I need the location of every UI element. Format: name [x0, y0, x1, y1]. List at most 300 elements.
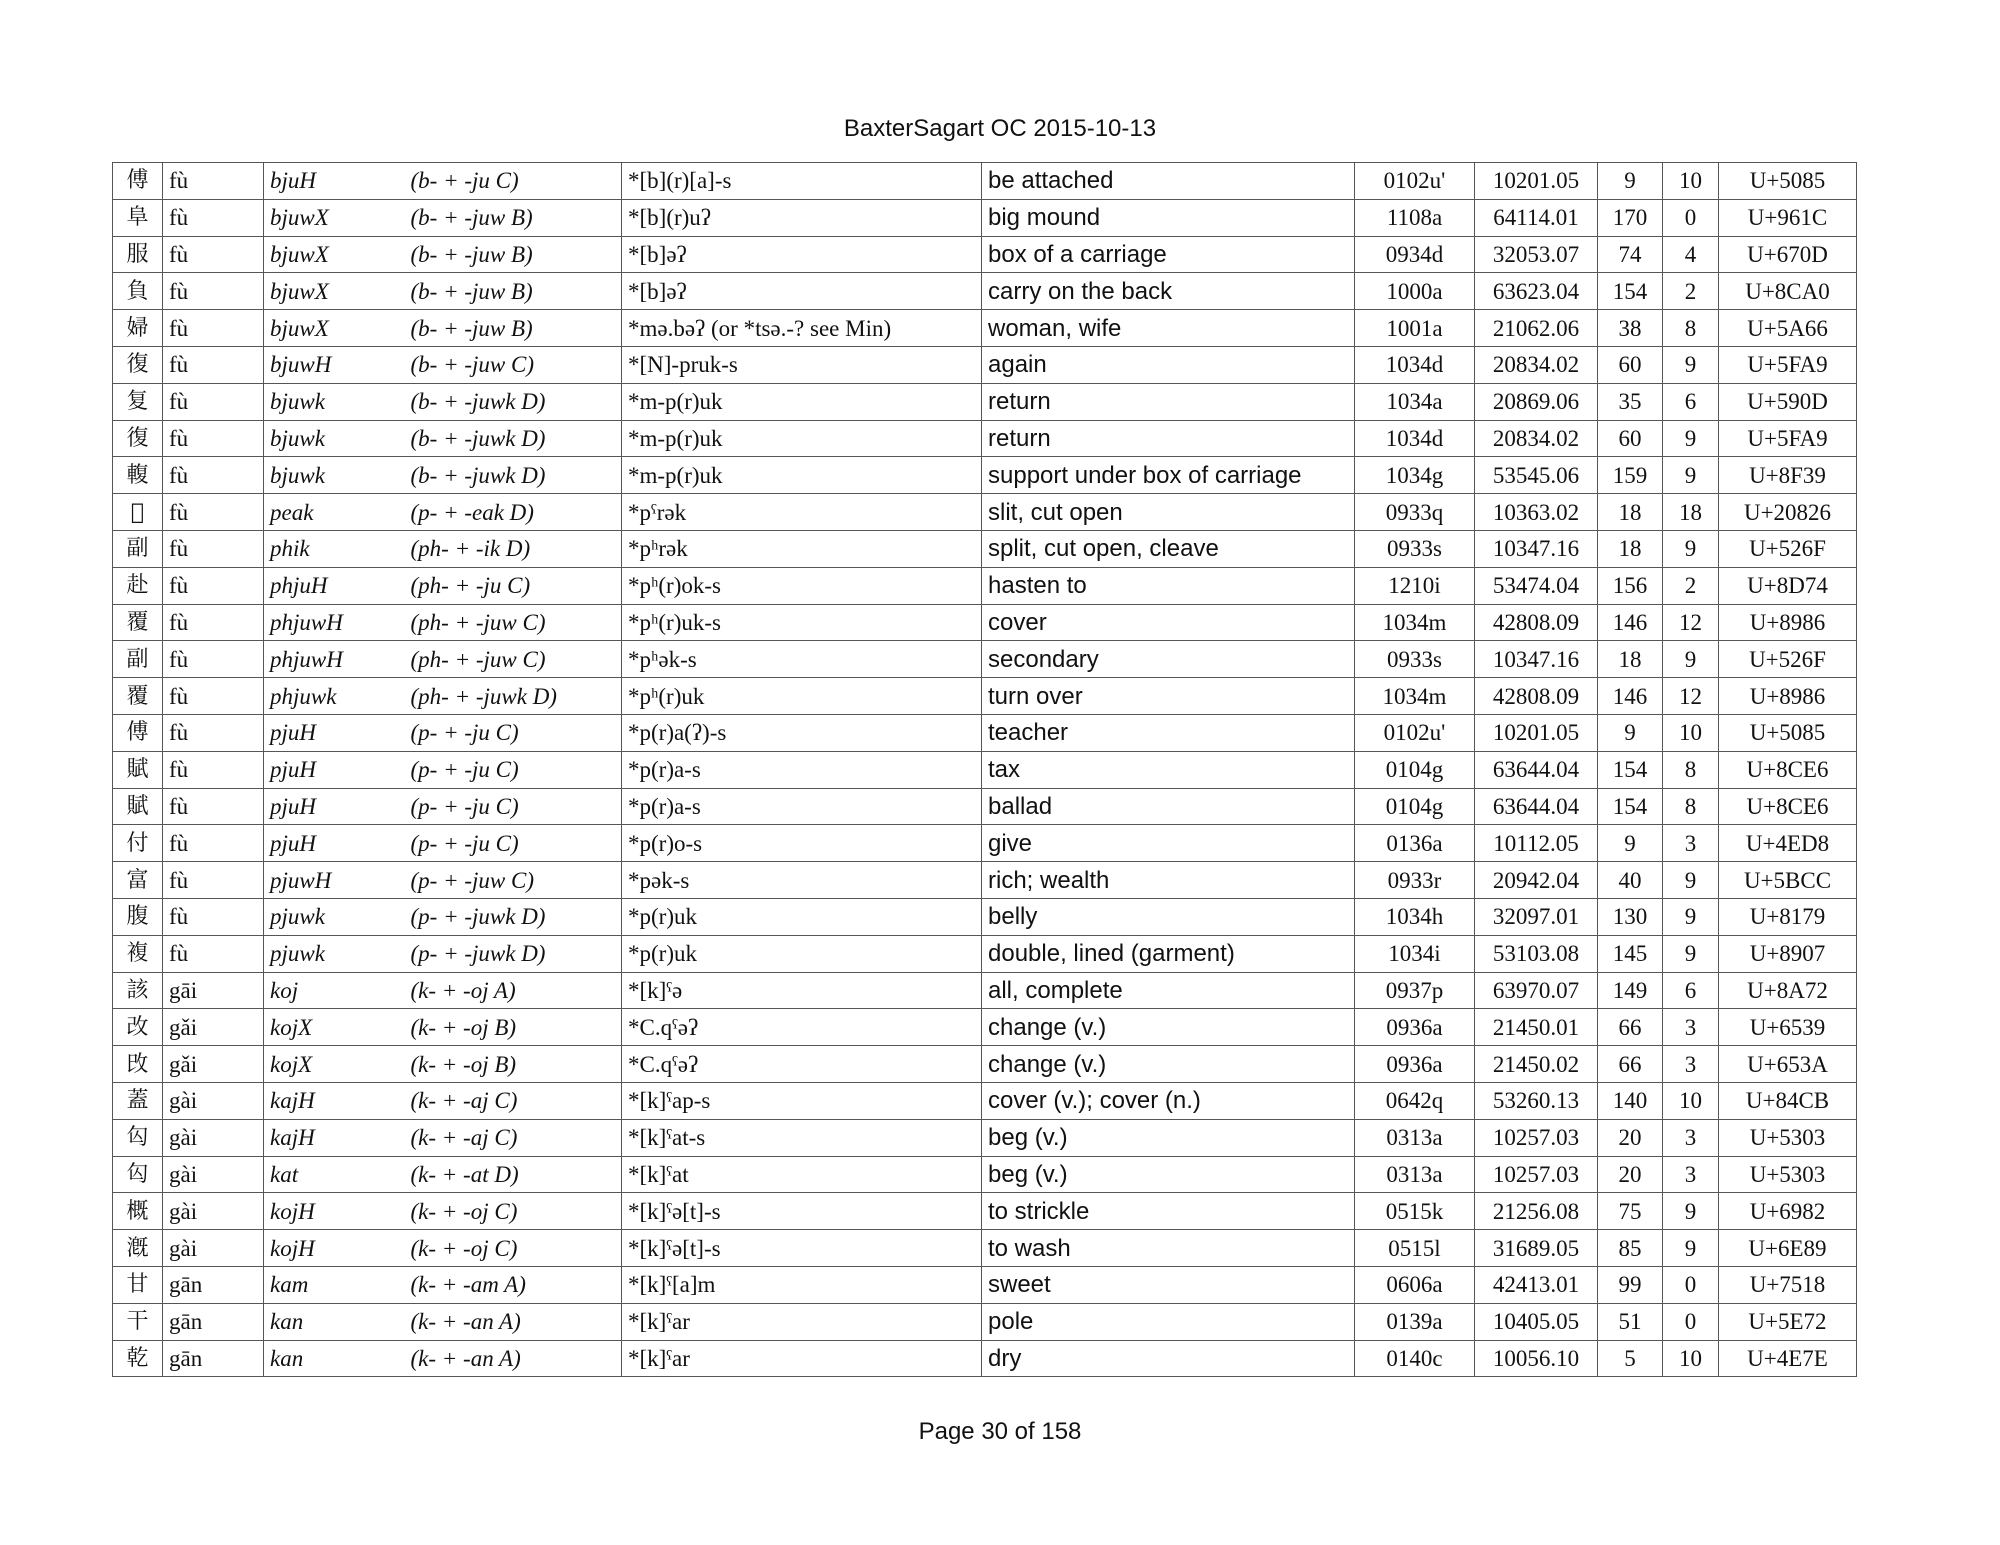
middle-chinese-cell: kajH: [264, 1082, 405, 1119]
middle-chinese-cell: bjuwX: [264, 273, 405, 310]
pinyin-cell: gǎi: [163, 1009, 264, 1046]
hydzd-cell: 42808.09: [1475, 678, 1598, 715]
table-row: [113, 1340, 1857, 1377]
initial-final-cell: (ph- + -ju C): [405, 567, 622, 604]
gloss-cell: teacher: [982, 714, 1355, 751]
gsr-cell: 1001a: [1355, 310, 1475, 347]
pinyin-cell: gān: [163, 1266, 264, 1303]
character-cell: 覆: [113, 604, 163, 641]
middle-chinese-cell: phjuwH: [264, 604, 405, 641]
old-chinese-cell: *[k]ˤap-s: [622, 1082, 982, 1119]
middle-chinese-cell: bjuwX: [264, 236, 405, 273]
radical-cell: 74: [1598, 236, 1663, 273]
table-row: [113, 273, 1857, 310]
hydzd-cell: 53260.13: [1475, 1082, 1598, 1119]
character-cell: 匃: [113, 1119, 163, 1156]
character-cell: 漑: [113, 1230, 163, 1267]
unicode-cell: U+8179: [1719, 898, 1857, 935]
middle-chinese-cell: peak: [264, 494, 405, 531]
hydzd-cell: 42808.09: [1475, 604, 1598, 641]
character-cell: 赴: [113, 567, 163, 604]
middle-chinese-cell: phik: [264, 530, 405, 567]
radical-cell: 99: [1598, 1266, 1663, 1303]
unicode-cell: U+8907: [1719, 935, 1857, 972]
table-row: [113, 420, 1857, 457]
strokes-cell: 3: [1663, 825, 1719, 862]
strokes-cell: 9: [1663, 1193, 1719, 1230]
hydzd-cell: 63970.07: [1475, 972, 1598, 1009]
pinyin-cell: fù: [163, 898, 264, 935]
strokes-cell: 9: [1663, 641, 1719, 678]
unicode-cell: U+8986: [1719, 678, 1857, 715]
pinyin-cell: gān: [163, 1303, 264, 1340]
radical-cell: 60: [1598, 420, 1663, 457]
hydzd-cell: 20834.02: [1475, 420, 1598, 457]
hydzd-cell: 32053.07: [1475, 236, 1598, 273]
initial-final-cell: (k- + -am A): [405, 1266, 622, 1303]
table-row: [113, 862, 1857, 899]
strokes-cell: 12: [1663, 678, 1719, 715]
unicode-cell: U+20826: [1719, 494, 1857, 531]
character-cell: 婦: [113, 310, 163, 347]
initial-final-cell: (b- + -juw C): [405, 346, 622, 383]
middle-chinese-cell: bjuwk: [264, 383, 405, 420]
old-chinese-cell: *p(r)uk: [622, 898, 982, 935]
table-row: [113, 641, 1857, 678]
strokes-cell: 8: [1663, 788, 1719, 825]
initial-final-cell: (ph- + -juwk D): [405, 678, 622, 715]
pinyin-cell: gài: [163, 1230, 264, 1267]
middle-chinese-cell: kam: [264, 1266, 405, 1303]
strokes-cell: 3: [1663, 1046, 1719, 1083]
hydzd-cell: 10347.16: [1475, 530, 1598, 567]
pinyin-cell: gān: [163, 1340, 264, 1377]
gsr-cell: 1034m: [1355, 678, 1475, 715]
character-cell: 復: [113, 346, 163, 383]
character-cell: 副: [113, 530, 163, 567]
strokes-cell: 8: [1663, 751, 1719, 788]
radical-cell: 5: [1598, 1340, 1663, 1377]
radical-cell: 9: [1598, 714, 1663, 751]
middle-chinese-cell: phjuH: [264, 567, 405, 604]
radical-cell: 51: [1598, 1303, 1663, 1340]
gloss-cell: all, complete: [982, 972, 1355, 1009]
table-row: [113, 714, 1857, 751]
character-cell: 該: [113, 972, 163, 1009]
table-row: [113, 1303, 1857, 1340]
character-cell: 付: [113, 825, 163, 862]
character-cell: 蓋: [113, 1082, 163, 1119]
radical-cell: 154: [1598, 788, 1663, 825]
table-row: [113, 1230, 1857, 1267]
hydzd-cell: 53545.06: [1475, 457, 1598, 494]
gloss-cell: hasten to: [982, 567, 1355, 604]
gloss-cell: box of a carriage: [982, 236, 1355, 273]
old-chinese-cell: *[k]ˤar: [622, 1303, 982, 1340]
table-row: [113, 567, 1857, 604]
table-row: [113, 972, 1857, 1009]
initial-final-cell: (b- + -juwk D): [405, 457, 622, 494]
old-chinese-cell: *pək-s: [622, 862, 982, 899]
radical-cell: 38: [1598, 310, 1663, 347]
gsr-cell: 1034g: [1355, 457, 1475, 494]
old-chinese-cell: *[b]əʔ: [622, 273, 982, 310]
unicode-cell: U+526F: [1719, 641, 1857, 678]
initial-final-cell: (p- + -ju C): [405, 825, 622, 862]
strokes-cell: 0: [1663, 1303, 1719, 1340]
pinyin-cell: fù: [163, 751, 264, 788]
gsr-cell: 1034h: [1355, 898, 1475, 935]
character-cell: 傅: [113, 714, 163, 751]
character-cell: 乾: [113, 1340, 163, 1377]
hydzd-cell: 10257.03: [1475, 1156, 1598, 1193]
old-chinese-cell: *pʰ(r)ok-s: [622, 567, 982, 604]
gloss-cell: dry: [982, 1340, 1355, 1377]
pinyin-cell: fù: [163, 788, 264, 825]
unicode-cell: U+590D: [1719, 383, 1857, 420]
gloss-cell: again: [982, 346, 1355, 383]
table-row: [113, 751, 1857, 788]
gsr-cell: 0936a: [1355, 1046, 1475, 1083]
gsr-cell: 0104g: [1355, 788, 1475, 825]
strokes-cell: 2: [1663, 567, 1719, 604]
table-row: [113, 1266, 1857, 1303]
table-row: [113, 457, 1857, 494]
radical-cell: 154: [1598, 273, 1663, 310]
hydzd-cell: 31689.05: [1475, 1230, 1598, 1267]
radical-cell: 35: [1598, 383, 1663, 420]
radical-cell: 66: [1598, 1046, 1663, 1083]
gsr-cell: 0606a: [1355, 1266, 1475, 1303]
initial-final-cell: (p- + -ju C): [405, 714, 622, 751]
radical-cell: 149: [1598, 972, 1663, 1009]
pinyin-cell: fù: [163, 530, 264, 567]
table-row: [113, 199, 1857, 236]
middle-chinese-cell: pjuH: [264, 714, 405, 751]
hydzd-cell: 21450.01: [1475, 1009, 1598, 1046]
radical-cell: 9: [1598, 163, 1663, 200]
hydzd-cell: 63644.04: [1475, 788, 1598, 825]
radical-cell: 146: [1598, 678, 1663, 715]
unicode-cell: U+8F39: [1719, 457, 1857, 494]
character-cell: 傅: [113, 163, 163, 200]
initial-final-cell: (k- + -aj C): [405, 1119, 622, 1156]
unicode-cell: U+526F: [1719, 530, 1857, 567]
gsr-cell: 0313a: [1355, 1119, 1475, 1156]
table-row: [113, 383, 1857, 420]
table-row: [113, 1046, 1857, 1083]
initial-final-cell: (p- + -eak D): [405, 494, 622, 531]
character-cell: 𠠦: [113, 494, 163, 531]
initial-final-cell: (k- + -oj B): [405, 1009, 622, 1046]
character-cell: 覆: [113, 678, 163, 715]
table-row: [113, 604, 1857, 641]
table-row: [113, 1156, 1857, 1193]
gsr-cell: 0936a: [1355, 1009, 1475, 1046]
hydzd-cell: 20834.02: [1475, 346, 1598, 383]
pinyin-cell: gǎi: [163, 1046, 264, 1083]
gloss-cell: turn over: [982, 678, 1355, 715]
strokes-cell: 9: [1663, 457, 1719, 494]
initial-final-cell: (p- + -ju C): [405, 751, 622, 788]
middle-chinese-cell: bjuH: [264, 163, 405, 200]
page-footer: Page 30 of 158: [918, 1418, 1082, 1445]
hydzd-cell: 64114.01: [1475, 199, 1598, 236]
initial-final-cell: (ph- + -ik D): [405, 530, 622, 567]
middle-chinese-cell: kat: [264, 1156, 405, 1193]
radical-cell: 75: [1598, 1193, 1663, 1230]
unicode-cell: U+670D: [1719, 236, 1857, 273]
middle-chinese-cell: phjuwH: [264, 641, 405, 678]
strokes-cell: 6: [1663, 972, 1719, 1009]
initial-final-cell: (p- + -juwk D): [405, 898, 622, 935]
initial-final-cell: (k- + -oj A): [405, 972, 622, 1009]
initial-final-cell: (b- + -juw B): [405, 199, 622, 236]
initial-final-cell: (k- + -oj C): [405, 1230, 622, 1267]
radical-cell: 130: [1598, 898, 1663, 935]
initial-final-cell: (k- + -oj B): [405, 1046, 622, 1083]
old-chinese-cell: *pʰrək: [622, 530, 982, 567]
gloss-cell: big mound: [982, 199, 1355, 236]
character-cell: 匃: [113, 1156, 163, 1193]
character-cell: 干: [113, 1303, 163, 1340]
pinyin-cell: fù: [163, 457, 264, 494]
middle-chinese-cell: pjuwk: [264, 935, 405, 972]
hydzd-cell: 21256.08: [1475, 1193, 1598, 1230]
radical-cell: 40: [1598, 862, 1663, 899]
middle-chinese-cell: phjuwk: [264, 678, 405, 715]
table-row: [113, 935, 1857, 972]
hydzd-cell: 63644.04: [1475, 751, 1598, 788]
old-chinese-cell: *[k]ˤat-s: [622, 1119, 982, 1156]
table-row: [113, 678, 1857, 715]
gsr-cell: 0139a: [1355, 1303, 1475, 1340]
hydzd-cell: 10201.05: [1475, 714, 1598, 751]
pinyin-cell: fù: [163, 310, 264, 347]
initial-final-cell: (b- + -juwk D): [405, 383, 622, 420]
gloss-cell: be attached: [982, 163, 1355, 200]
gsr-cell: 0515k: [1355, 1193, 1475, 1230]
gloss-cell: cover (v.); cover (n.): [982, 1082, 1355, 1119]
hydzd-cell: 10405.05: [1475, 1303, 1598, 1340]
radical-cell: 85: [1598, 1230, 1663, 1267]
old-chinese-cell: *p(r)a-s: [622, 751, 982, 788]
gsr-cell: 1034a: [1355, 383, 1475, 420]
gloss-cell: rich; wealth: [982, 862, 1355, 899]
strokes-cell: 3: [1663, 1119, 1719, 1156]
radical-cell: 145: [1598, 935, 1663, 972]
initial-final-cell: (b- + -juwk D): [405, 420, 622, 457]
unicode-cell: U+5303: [1719, 1156, 1857, 1193]
hydzd-cell: 10363.02: [1475, 494, 1598, 531]
gloss-cell: split, cut open, cleave: [982, 530, 1355, 567]
pinyin-cell: gāi: [163, 972, 264, 1009]
gsr-cell: 0934d: [1355, 236, 1475, 273]
old-chinese-cell: *p(r)o-s: [622, 825, 982, 862]
gloss-cell: give: [982, 825, 1355, 862]
old-chinese-cell: *m-p(r)uk: [622, 420, 982, 457]
gsr-cell: 0136a: [1355, 825, 1475, 862]
gsr-cell: 0937p: [1355, 972, 1475, 1009]
gloss-cell: secondary: [982, 641, 1355, 678]
old-chinese-cell: *mə.bəʔ (or *tsə.-? see Min): [622, 310, 982, 347]
initial-final-cell: (ph- + -juw C): [405, 604, 622, 641]
strokes-cell: 4: [1663, 236, 1719, 273]
middle-chinese-cell: pjuH: [264, 751, 405, 788]
pinyin-cell: fù: [163, 714, 264, 751]
table-row: [113, 1009, 1857, 1046]
old-chinese-cell: *[b]əʔ: [622, 236, 982, 273]
pinyin-cell: fù: [163, 825, 264, 862]
pinyin-cell: fù: [163, 604, 264, 641]
unicode-cell: U+84CB: [1719, 1082, 1857, 1119]
lexicon-table: [112, 162, 1857, 1377]
character-cell: 服: [113, 236, 163, 273]
pinyin-cell: fù: [163, 383, 264, 420]
table-row: [113, 494, 1857, 531]
hydzd-cell: 53474.04: [1475, 567, 1598, 604]
unicode-cell: U+653A: [1719, 1046, 1857, 1083]
unicode-cell: U+8CE6: [1719, 751, 1857, 788]
radical-cell: 20: [1598, 1156, 1663, 1193]
gloss-cell: return: [982, 420, 1355, 457]
pinyin-cell: fù: [163, 346, 264, 383]
radical-cell: 18: [1598, 641, 1663, 678]
initial-final-cell: (b- + -juw B): [405, 310, 622, 347]
unicode-cell: U+5A66: [1719, 310, 1857, 347]
strokes-cell: 9: [1663, 420, 1719, 457]
old-chinese-cell: *pʰ(r)uk: [622, 678, 982, 715]
gsr-cell: 0933s: [1355, 530, 1475, 567]
old-chinese-cell: *pʰək-s: [622, 641, 982, 678]
gloss-cell: to wash: [982, 1230, 1355, 1267]
character-cell: 富: [113, 862, 163, 899]
initial-final-cell: (k- + -at D): [405, 1156, 622, 1193]
radical-cell: 9: [1598, 825, 1663, 862]
character-cell: 負: [113, 273, 163, 310]
radical-cell: 140: [1598, 1082, 1663, 1119]
initial-final-cell: (k- + -an A): [405, 1303, 622, 1340]
character-cell: 改: [113, 1009, 163, 1046]
pinyin-cell: gài: [163, 1082, 264, 1119]
gsr-cell: 1000a: [1355, 273, 1475, 310]
radical-cell: 156: [1598, 567, 1663, 604]
strokes-cell: 10: [1663, 1082, 1719, 1119]
hydzd-cell: 42413.01: [1475, 1266, 1598, 1303]
old-chinese-cell: *m-p(r)uk: [622, 383, 982, 420]
unicode-cell: U+8D74: [1719, 567, 1857, 604]
radical-cell: 146: [1598, 604, 1663, 641]
old-chinese-cell: *[k]ˤə[t]-s: [622, 1230, 982, 1267]
gsr-cell: 0104g: [1355, 751, 1475, 788]
table-body: [113, 163, 1857, 1377]
gloss-cell: support under box of carriage: [982, 457, 1355, 494]
pinyin-cell: fù: [163, 494, 264, 531]
table-row: [113, 236, 1857, 273]
pinyin-cell: fù: [163, 163, 264, 200]
pinyin-cell: fù: [163, 420, 264, 457]
middle-chinese-cell: kojX: [264, 1009, 405, 1046]
pinyin-cell: fù: [163, 935, 264, 972]
gloss-cell: beg (v.): [982, 1156, 1355, 1193]
unicode-cell: U+5085: [1719, 163, 1857, 200]
middle-chinese-cell: koj: [264, 972, 405, 1009]
gsr-cell: 0642q: [1355, 1082, 1475, 1119]
unicode-cell: U+5085: [1719, 714, 1857, 751]
radical-cell: 18: [1598, 530, 1663, 567]
unicode-cell: U+6E89: [1719, 1230, 1857, 1267]
pinyin-cell: gài: [163, 1119, 264, 1156]
radical-cell: 66: [1598, 1009, 1663, 1046]
middle-chinese-cell: bjuwk: [264, 457, 405, 494]
character-cell: 复: [113, 383, 163, 420]
pinyin-cell: gài: [163, 1156, 264, 1193]
gsr-cell: 1210i: [1355, 567, 1475, 604]
gloss-cell: change (v.): [982, 1009, 1355, 1046]
middle-chinese-cell: pjuH: [264, 788, 405, 825]
table-row: [113, 1193, 1857, 1230]
strokes-cell: 9: [1663, 935, 1719, 972]
gsr-cell: 1108a: [1355, 199, 1475, 236]
strokes-cell: 2: [1663, 273, 1719, 310]
unicode-cell: U+5E72: [1719, 1303, 1857, 1340]
middle-chinese-cell: pjuwH: [264, 862, 405, 899]
character-cell: 副: [113, 641, 163, 678]
hydzd-cell: 10347.16: [1475, 641, 1598, 678]
table-row: [113, 788, 1857, 825]
middle-chinese-cell: kan: [264, 1340, 405, 1377]
gsr-cell: 1034m: [1355, 604, 1475, 641]
character-cell: 賦: [113, 751, 163, 788]
old-chinese-cell: *C.qˤəʔ: [622, 1046, 982, 1083]
strokes-cell: 9: [1663, 862, 1719, 899]
old-chinese-cell: *[k]ˤə[t]-s: [622, 1193, 982, 1230]
gloss-cell: pole: [982, 1303, 1355, 1340]
strokes-cell: 10: [1663, 1340, 1719, 1377]
middle-chinese-cell: kojH: [264, 1230, 405, 1267]
gsr-cell: 0313a: [1355, 1156, 1475, 1193]
initial-final-cell: (b- + -juw B): [405, 236, 622, 273]
old-chinese-cell: *m-p(r)uk: [622, 457, 982, 494]
gloss-cell: ballad: [982, 788, 1355, 825]
initial-final-cell: (p- + -juwk D): [405, 935, 622, 972]
gloss-cell: cover: [982, 604, 1355, 641]
table-row: [113, 310, 1857, 347]
gloss-cell: return: [982, 383, 1355, 420]
gsr-cell: 1034d: [1355, 346, 1475, 383]
gloss-cell: change (v.): [982, 1046, 1355, 1083]
middle-chinese-cell: kajH: [264, 1119, 405, 1156]
hydzd-cell: 53103.08: [1475, 935, 1598, 972]
middle-chinese-cell: pjuwk: [264, 898, 405, 935]
strokes-cell: 12: [1663, 604, 1719, 641]
strokes-cell: 3: [1663, 1156, 1719, 1193]
radical-cell: 18: [1598, 494, 1663, 531]
table-row: [113, 1119, 1857, 1156]
middle-chinese-cell: pjuH: [264, 825, 405, 862]
unicode-cell: U+5BCC: [1719, 862, 1857, 899]
strokes-cell: 8: [1663, 310, 1719, 347]
character-cell: 甘: [113, 1266, 163, 1303]
strokes-cell: 0: [1663, 1266, 1719, 1303]
radical-cell: 170: [1598, 199, 1663, 236]
unicode-cell: U+6982: [1719, 1193, 1857, 1230]
middle-chinese-cell: bjuwX: [264, 199, 405, 236]
character-cell: 復: [113, 420, 163, 457]
unicode-cell: U+5FA9: [1719, 420, 1857, 457]
gsr-cell: 0933r: [1355, 862, 1475, 899]
gloss-cell: carry on the back: [982, 273, 1355, 310]
